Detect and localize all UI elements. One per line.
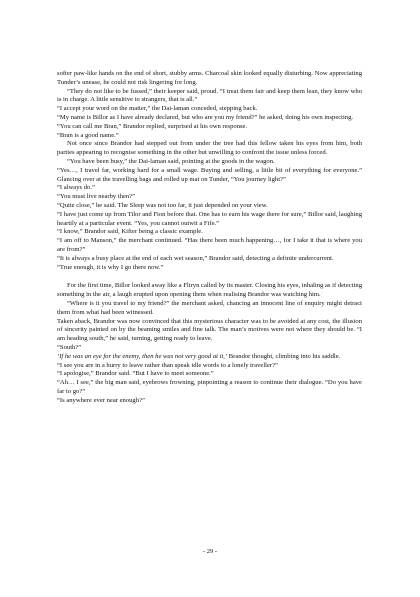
paragraph bbox=[57, 353, 362, 362]
paragraph: “You have been busy,” the Dai-laman said, pointing at the goods in the wagon. bbox=[67, 157, 275, 165]
paragraph: “Quite close,” he said. The Sleep was not too far, it just depended on your view. bbox=[57, 201, 268, 209]
paragraph: “It is always a busy place at the end of each wet season,” Brandor said, detecting a definite undercurrent. bbox=[57, 254, 334, 262]
paragraph: “I know,” Brandor said, Kifter being a classic example. bbox=[57, 228, 203, 236]
paragraph: Not once since Brandor had stepped out from under the tree had this fellow taken his eyes from him, both parties appearing to recognise something in the other but unwilling to confront the issue unless forced. bbox=[57, 140, 362, 157]
paragraph: “Where is it you travel to my friend?” the merchant asked, chancing an innocent line of enquiry might detract them from what had been witnessed. bbox=[57, 299, 362, 316]
body-text bbox=[57, 70, 362, 405]
paragraph: “I always do.” bbox=[57, 184, 95, 192]
paragraph: “True enough, it is why I go there now.” bbox=[57, 263, 164, 271]
page-number: - 29 - bbox=[202, 548, 218, 555]
paragraph: “Is anywhere ever near enough?” bbox=[57, 396, 145, 404]
paragraph: “Ah… I see,” the big man said, eyebrows frowning, pinpointing a reason to continue their dialogue. “Do you have far to go?” bbox=[57, 379, 362, 395]
paragraph: “Yes…, I travel far, working hard for a small wage. Buying and selling, a little bit of everything for everyone.” Glancing over at the travelling bags and rolled up mat on Tunder, “You journey light?” bbox=[57, 166, 362, 183]
paragraph: “They do not like to be fussed,” their keeper said, proud. “I treat them fair and keep them lean, they know who is in charge. A little sensitive to strangers, that is all.” bbox=[57, 87, 362, 104]
paragraph: “You must live nearby then?” bbox=[57, 193, 136, 201]
paragraph: “I see you are in a hurry to leave rather than speak idle words to a lonely traveller?” bbox=[57, 361, 278, 369]
paragraph-continuation: Brandor thought, climbing into his saddle. bbox=[227, 352, 341, 360]
paragraph: “I am off to Manson,” the merchant continued. “Has there been much happening…, for I take it that is where you are from?” bbox=[57, 237, 362, 253]
paragraph: For the first time, Billor looked away like a Fliryn called by its master. Closing his eyes, inhaling as if detecting something in the air, a laugh erupted upon opening them when realising Brandor was watching him. bbox=[57, 282, 362, 299]
paragraph: “I accept your word on the matter,” the Dai-laman conceded, stepping back. bbox=[57, 105, 258, 113]
paragraph: “I apologise,” Brandor said. “But I have to meet someone.” bbox=[57, 370, 214, 378]
italic-thought: ‘If he was an eye for the enemy, then he was not very good at it,’ bbox=[57, 352, 228, 360]
paragraph: “I have just come up from Tilor and Fion before that. One has to earn his wage there for sure,” Billor said, laughing heartily at a particular event. “Yes, you cannot outwit a Fife.” bbox=[57, 210, 362, 227]
paragraph: softer paw-like hands on the end of short, stubby arms. Charcoal skin looked equally disturbing. Now appreciating Tunder’s unease, he could not risk lingering for long. bbox=[57, 70, 362, 86]
paragraph: “Bran is a good name.” bbox=[57, 131, 119, 139]
paragraph: “South?” bbox=[57, 343, 82, 351]
paragraph: Taken aback, Brandor was now convinced that this mysterious character was to be avoided at any cost, the illusion of sincerity painted on by the beaming smiles and fine talk. The man’s motives were not where they should be. “I am heading south,” he said, turning, getting ready to leave. bbox=[57, 317, 362, 343]
paragraph: “My name is Billor as I have already declared, but who are you my friend?” he asked, doing his own inspecting. bbox=[57, 113, 354, 121]
paragraph: “You can call me Bran,” Brandor replied, surprised at his own response. bbox=[57, 122, 248, 130]
